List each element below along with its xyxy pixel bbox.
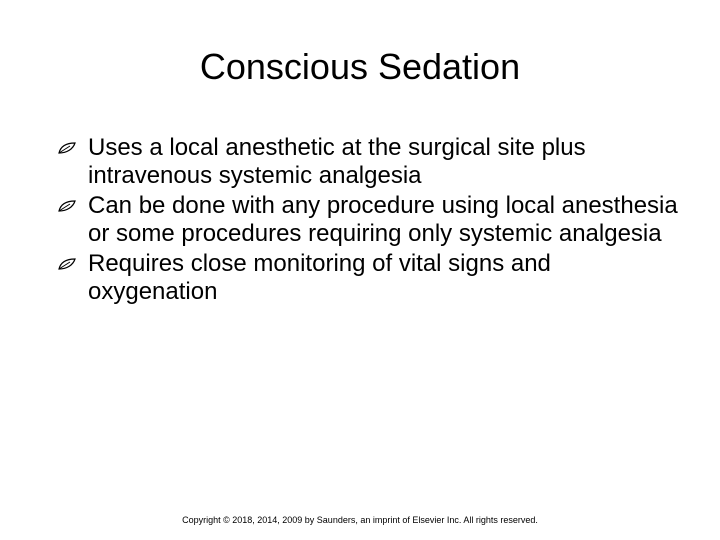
leaf-bullet-icon bbox=[58, 142, 76, 154]
bullet-item bbox=[58, 250, 678, 306]
leaf-bullet-icon bbox=[58, 258, 76, 270]
copyright-footer: Copyright © 2018, 2014, 2009 by Saunders, an imprint of Elsevier Inc. All rights reserved. bbox=[182, 515, 538, 525]
bullet-text: Can be done with any procedure using local anesthesia or some procedures requiring only systemic analgesia bbox=[88, 192, 678, 247]
bullet-list bbox=[58, 134, 678, 308]
leaf-bullet-icon bbox=[58, 200, 76, 212]
bullet-item bbox=[58, 192, 678, 248]
slide-title: Conscious Sedation bbox=[199, 46, 521, 87]
bullet-item bbox=[58, 134, 678, 190]
bullet-text: Requires close monitoring of vital signs and oxygenation bbox=[88, 250, 551, 305]
bullet-text: Uses a local anesthetic at the surgical site plus intravenous systemic analgesia bbox=[88, 134, 586, 189]
